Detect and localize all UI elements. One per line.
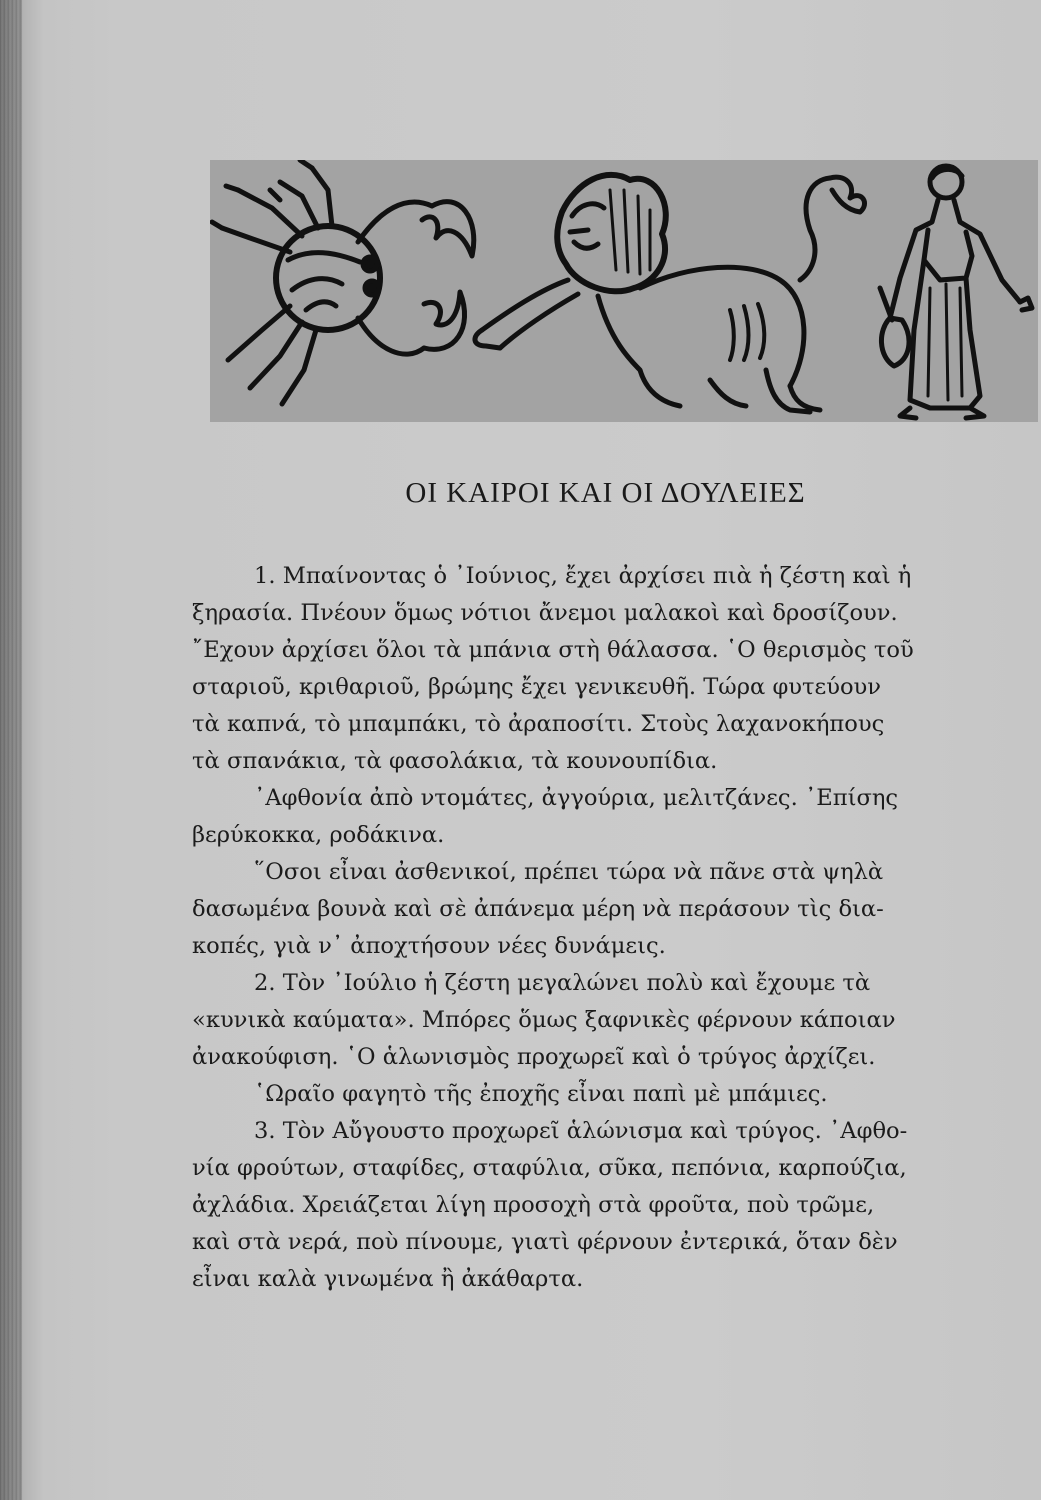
lion-icon [475,175,865,412]
zodiac-illustration [210,160,1038,422]
text-line: «κυνικὰ καύματα». Μπόρες ὅμως ξαφνικὲς φέρνουν κάποιαν [192,1007,896,1033]
text-line: σταριοῦ, κριθαριοῦ, βρώμης ἔχει γενικευθῆ. Τώρα φυτεύουν [192,674,882,700]
text-line: τὰ καπνά, τὸ μπαμπάκι, τὸ ἀραποσίτι. Στοὺς λαχανοκήπους [192,711,885,737]
text-line: 3. Τὸν Αὔγουστο προχωρεῖ ἁλώνισμα καὶ τρύγος. ᾿Αφθο- [254,1118,908,1144]
maiden-icon [880,166,1032,418]
page-title: ΟΙ ΚΑΙΡΟΙ ΚΑΙ ΟΙ ΔΟΥΛΕΙΕΣ [405,477,806,509]
text-line: ἀχλάδια. Χρειάζεται λίγη προσοχὴ στὰ φροῦτα, ποὺ τρῶμε, [192,1192,875,1218]
text-line: ῾Ωραῖο φαγητὸ τῆς ἐποχῆς εἶναι παπὶ μὲ μπάμιες. [254,1081,828,1107]
text-line: ἀνακούφιση. ῾Ο ἁλωνισμὸς προχωρεῖ καὶ ὁ τρύγος ἀρχίζει. [192,1044,876,1070]
zodiac-illustration-svg [210,160,1038,422]
body-text [192,558,1024,1298]
paragraph-august [192,1113,1024,1298]
text-line: ξηρασία. Πνέουν ὅμως νότιοι ἄνεμοι μαλακοὶ καὶ δροσίζουν. [192,600,898,626]
text-line: ᾿Αφθονία ἀπὸ ντομάτες, ἀγγούρια, μελιτζάνες. ᾿Επίσης [254,785,899,811]
text-line: 2. Τὸν ᾿Ιούλιο ἡ ζέστη μεγαλώνει πολὺ καὶ ἔχουμε τὰ [254,970,871,996]
crab-icon [212,160,474,404]
text-line: καὶ στὰ νερά, ποὺ πίνουμε, γιατὶ φέρνουν ἐντερικά, ὅταν δὲν [192,1229,898,1255]
page-stack-edge [0,0,22,1500]
text-line: ῎Εχουν ἀρχίσει ὅλοι τὰ μπάνια στὴ θάλασσα. ῾Ο θερισμὸς τοῦ [192,637,914,663]
text-line: ῞Οσοι εἶναι ἀσθενικοί, πρέπει τώρα νὰ πᾶνε στὰ ψηλὰ [254,859,884,885]
paragraph-july-1 [192,965,1024,1076]
text-line: νία φρούτων, σταφίδες, σταφύλια, σῦκα, πεπόνια, καρπούζια, [192,1155,907,1181]
paragraph-june-3 [192,854,1024,965]
text-line: δασωμένα βουνὰ καὶ σὲ ἀπάνεμα μέρη νὰ περάσουν τὶς δια- [192,896,884,922]
paragraph-july-2 [192,1076,1024,1113]
text-line: βερύκοκκα, ροδάκινα. [192,822,445,848]
text-line: εἶναι καλὰ γινωμένα ἢ ἀκάθαρτα. [192,1266,584,1292]
paragraph-june-1 [192,558,1024,780]
text-line: τὰ σπανάκια, τὰ φασολάκια, τὰ κουνουπίδια. [192,748,718,774]
text-line: 1. Μπαίνοντας ὁ ᾿Ιούνιος, ἔχει ἀρχίσει πιὰ ἡ ζέστη καὶ ἡ [254,563,912,589]
paragraph-june-2 [192,780,1024,854]
text-line: κοπές, γιὰ ν᾿ ἀποχτήσουν νέες δυνάμεις. [192,933,666,959]
